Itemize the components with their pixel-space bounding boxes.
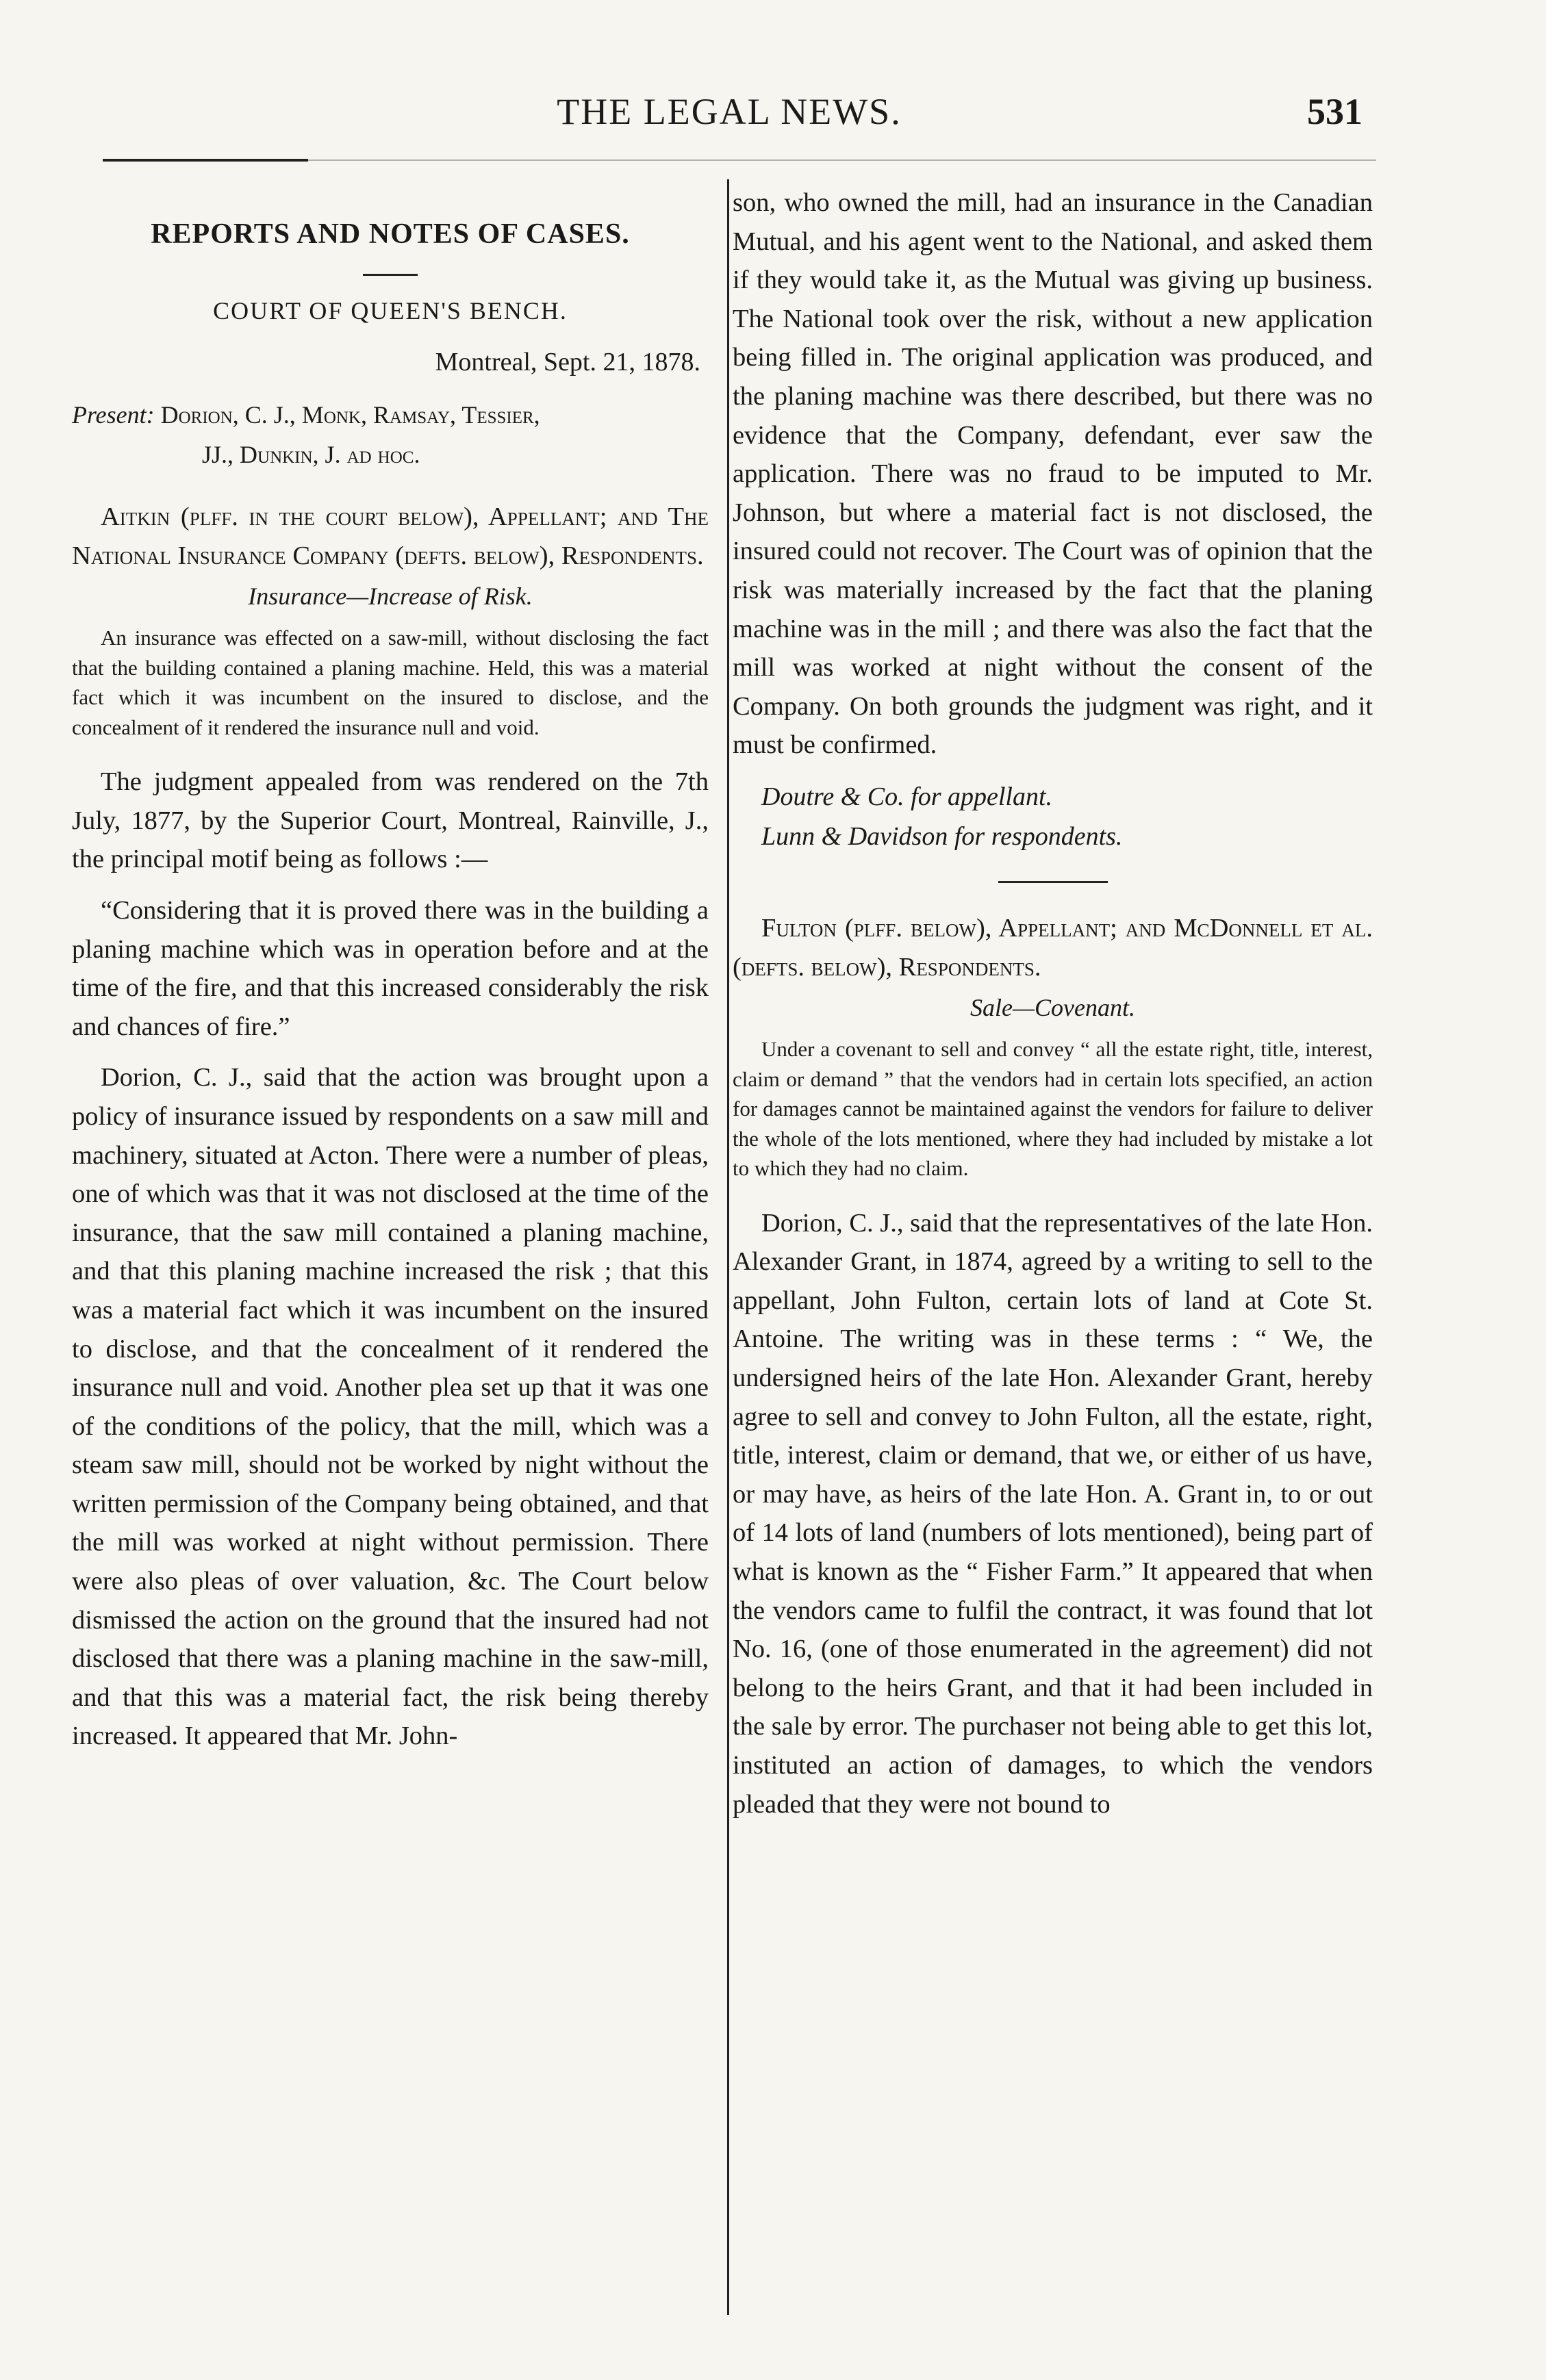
present-line2: JJ., Dunkin, J. ad hoc. xyxy=(202,441,420,468)
dateline: Montreal, Sept. 21, 1878. xyxy=(435,348,700,376)
parties-case2: Fulton (plff. below), Appellant; and McDonnell et al. (defts. below), Respondents. xyxy=(733,913,1373,982)
case1-opinion: Dorion, C. J., said that the action was brought upon a policy of insurance issued by respondents on a saw mill and machinery, situated at Acton. There were a number of pleas, one of which was that it was not disclosed at the time of the insurance, that the saw mill contained a planing machine, and that this planing machine increased the risk ; that this was a material fact which it was incumbent on the insured to disclose, and that the concealment of it rendered the insurance null and void. Another plea set up that it was one of the conditions of the policy, that the mill, which was a steam saw mill, should not be worked by night without the written permission of the Company being obtained, and that the mill was worked at night without permission. There were also pleas of over valuation, &c. The Court below dismissed the action on the ground that the insured had not disclosed that there was a planing machine in the saw-mill, and that this was a material fact, the risk being thereby increased. It appeared that Mr. John- xyxy=(72,1063,709,1751)
counsel-respondents: Lunn & Davidson for respondents. xyxy=(761,821,1123,851)
case1-headnote: An insurance was effected on a saw-mill, without disclosing the fact that the building contained a planing machine. Held, this was a material fact which it was incumbent on the insured to disclose, and the concealment of it rendered the insurance null and void. xyxy=(72,626,709,739)
case1-para1: The judgment appealed from was rendered on the 7th July, 1877, by the Superior Court, Montreal, Rainville, J., the principal motif being as follows :— xyxy=(72,767,709,874)
case-separator-rule xyxy=(998,881,1108,883)
page-header xyxy=(96,90,1363,145)
case1-subject: Insurance—Increase of Risk. xyxy=(248,583,533,611)
case1-quote: “Considering that it is proved there was in the building a planing machine which was in operation before and at the time of the fire, and that this increased considerably the risk and chances of fire.” xyxy=(72,895,709,1041)
present-line1: Dorion, C. J., Monk, Ramsay, Tessier, xyxy=(160,401,540,428)
case1-opinion-continued: son, who owned the mill, had an insurance in the Canadian Mutual, and his agent went to the National, and asked them if they would take it, as the Mutual was giving up business. The National took over the risk, without a new application being filled in. The original application was produced, and the planing machine was there described, but there was no evidence that the Company, defendant, ever saw the application. There was no fraud to be imputed to Mr. Johnson, but where a material fact is not disclosed, the insured could not recover. The Court was of opinion that the risk was materially increased by the fact that the planing machine was in the mill ; and there was also the fact that the mill was worked at night without the consent of the Company. On both grounds the judgment was right, and it must be confirmed. xyxy=(733,188,1373,760)
case2-subject: Sale—Covenant. xyxy=(970,994,1135,1022)
counsel-appellant: Doutre & Co. for appellant. xyxy=(761,782,1053,811)
parties-case1: Aitkin (plff. in the court below), Appellant; and The National Insurance Company (defts. below), Respondents. xyxy=(72,502,709,570)
header-rule-faint xyxy=(308,159,1376,161)
section-rule xyxy=(363,274,418,276)
header-rule xyxy=(103,159,308,162)
left-column xyxy=(72,183,709,1756)
case2-headnote: Under a covenant to sell and convey “ all the estate right, title, interest, claim or demand ” that the vendors had in certain lots specified, an action for damages cannot be maintained against the vendors for failure to deliver the whole of the lots mentioned, where they had included by mistake a lot to which they had no claim. xyxy=(733,1037,1373,1181)
column-divider xyxy=(727,179,729,2315)
case2-opinion: Dorion, C. J., said that the representatives of the late Hon. Alexander Grant, in 1874, agreed by a writing to sell to the appellant, John Fulton, certain lots of land at Cote St. Antoine. The writing was in these terms : “ We, the undersigned heirs of the late Hon. Alexander Grant, hereby agree to sell and convey to John Fulton, all the estate, right, title, interest, claim or demand, that we, or either of us have, or may have, as heirs of the late Hon. A. Grant in, to or out of 14 lots of land (numbers of lots mentioned), being part of what is known as the “ Fisher Farm.” It appeared that when the vendors came to fulfil the contract, it was found that lot No. 16, (one of those enumerated in the agreement) did not belong to the heirs Grant, and that it had been included in the sale by error. The purchaser not being able to get this lot, instituted an action of damages, to which the vendors pleaded that they were not bound to xyxy=(733,1208,1373,1819)
present-block xyxy=(72,395,709,474)
right-column xyxy=(733,183,1373,1824)
section-heading: REPORTS AND NOTES OF CASES. xyxy=(151,218,630,250)
page-number: 531 xyxy=(1307,91,1363,132)
running-title: THE LEGAL NEWS. xyxy=(557,91,902,132)
court-title: COURT OF QUEEN'S BENCH. xyxy=(213,297,568,324)
present-label: Present: xyxy=(72,401,155,428)
